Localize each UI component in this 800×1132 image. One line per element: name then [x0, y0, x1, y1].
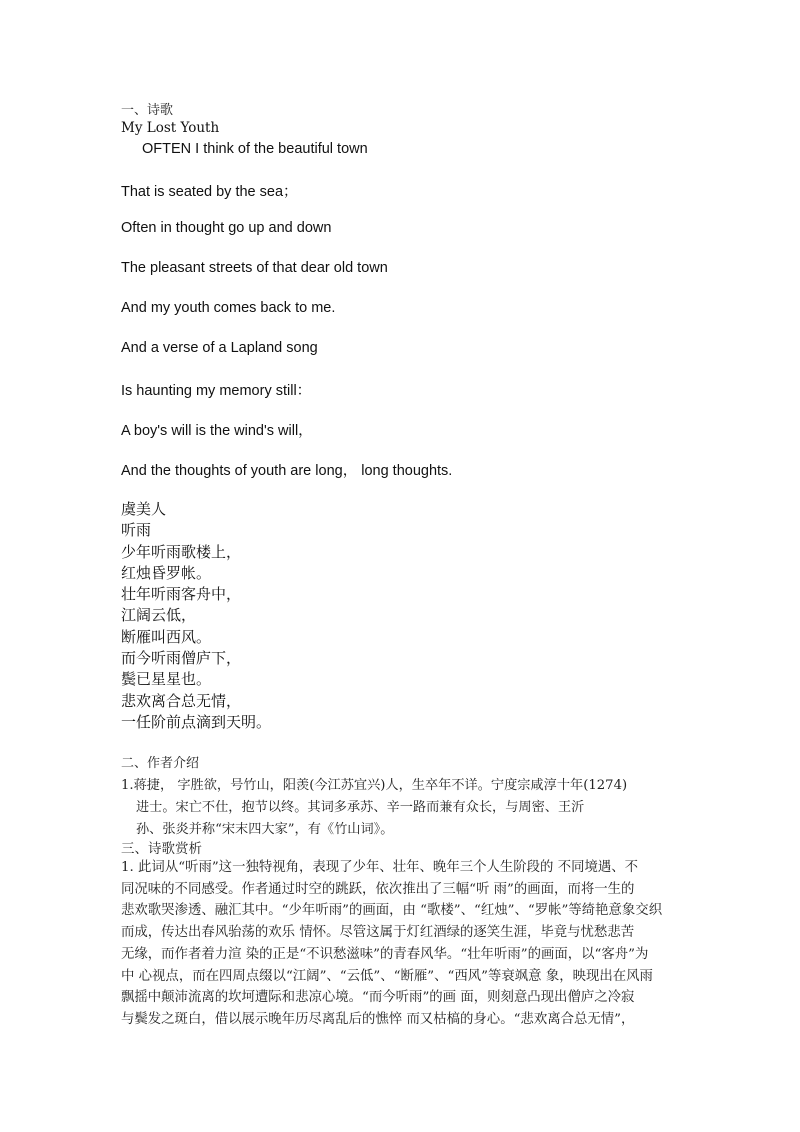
author-line: 1.蒋捷， 字胜欲，号竹山，阳羡(今江苏宜兴)人，生卒年不详。宁度宗咸淳十年(1274) — [121, 778, 628, 793]
poem-line: 鬓已星星也。 — [121, 670, 212, 689]
appreciation-paragraph — [121, 857, 681, 1031]
poem-title: My Lost Youth — [121, 120, 220, 136]
section-heading-poetry: 一、诗歌 — [121, 103, 174, 118]
poem-line: A boy's will is the wind's will， — [121, 423, 313, 439]
poem-title-cn: 听雨 — [121, 521, 152, 540]
poem-line: 而今听雨僧庐下， — [121, 649, 242, 668]
poem-line: 断雁叫西风。 — [121, 627, 212, 646]
poem-line: Is haunting my memory still： — [121, 383, 312, 399]
poem-line: 壮年听雨客舟中， — [121, 585, 242, 604]
poem-line: And the thoughts of youth are long， long thoughts. — [121, 463, 453, 479]
section-heading-author: 二、作者介绍 — [121, 756, 200, 771]
paragraph-line: 与鬓发之斑白，借以展示晚年历尽离乱后的憔悴 而又枯槁的身心。“悲欢离合总无情”， — [121, 1011, 635, 1027]
poem-line: And my youth comes back to me. — [121, 300, 336, 316]
paragraph-line: 悲欢歌哭渗透、融汇其中。“少年听雨”的画面，由 “歌楼”、“红烛”、“罗帐”等绮艳意象交织 — [121, 903, 663, 919]
paragraph-line: 1. 此词从“听雨”这一独特视角，表现了少年、壮年、晚年三个人生阶段的 不同境遇、不 — [121, 860, 639, 875]
poem-line: 红烛昏罗帐。 — [121, 563, 212, 582]
poem-line: 一任阶前点滴到天明。 — [121, 712, 272, 731]
poem-line: OFTEN I think of the beautiful town — [142, 141, 368, 157]
chinese-poem — [121, 499, 271, 733]
poem-line: That is seated by the sea； — [121, 184, 298, 200]
poem-line: 悲欢离合总无情， — [121, 691, 242, 710]
section-heading-appreciation: 三、诗歌赏析 — [121, 841, 202, 857]
poem-line: 江阔云低， — [121, 606, 197, 625]
author-line: 进士。宋亡不仕，抱节以终。其词多承苏、辛一路而兼有众长，与周密、王沂 — [136, 800, 585, 815]
poem-line: The pleasant streets of that dear old town — [121, 260, 388, 276]
poem-line: And a verse of a Lapland song — [121, 340, 318, 356]
paragraph-line: 飘摇中颠沛流离的坎坷遭际和悲凉心境。“而今听雨”的画 面，则刻意凸现出僧庐之冷寂 — [121, 990, 635, 1006]
author-line: 孙、张炎并称“宋末四大家”，有《竹山词》。 — [136, 822, 394, 837]
poem-line: Often in thought go up and down — [121, 220, 332, 236]
paragraph-line: 无缘，而作者着力渲 染的正是“不识愁滋味”的青春风华。“壮年听雨”的画面，以“客舟”为 — [121, 946, 649, 962]
paragraph-line: 同况味的不同感受。作者通过时空的跳跃，依次推出了三幅“听 雨”的画面，而将一生的 — [121, 881, 635, 897]
poem-tune-name: 虞美人 — [121, 500, 167, 518]
paragraph-line: 中 心视点，而在四周点缀以“江阔”、“云低”、“断雁”、“西风”等衰飒意 象，映现出在风雨 — [121, 968, 653, 984]
poem-line: 少年听雨歌楼上， — [121, 542, 242, 561]
paragraph-line: 而成，传达出春风骀荡的欢乐 情怀。尽管这属于灯红酒绿的逐笑生涯，毕竟与忧愁悲苦 — [121, 925, 635, 941]
